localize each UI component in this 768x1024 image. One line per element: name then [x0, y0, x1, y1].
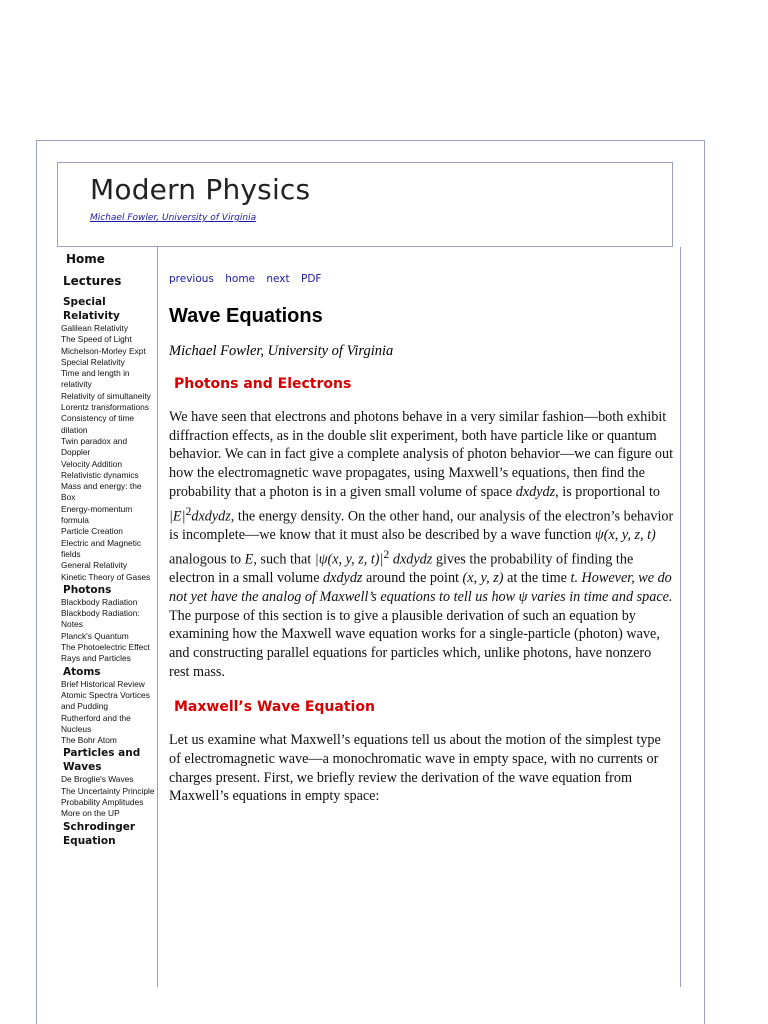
- math-exponent: 2: [185, 503, 192, 518]
- sidebar-lecture-link[interactable]: Planck's Quantum: [61, 630, 129, 641]
- text: , the energy density. On the other hand, our analysis of the electron’s behavior is incomplete—we know that it must also be described by a wave function: [169, 508, 674, 543]
- previous-link[interactable]: previous: [169, 273, 214, 285]
- sidebar-lecture-link[interactable]: General Relativity: [61, 560, 128, 571]
- math-t: t: [570, 570, 575, 587]
- sidebar-lecture-link[interactable]: Electric and Magnetic fields: [61, 537, 142, 559]
- math-dxdydz: dxdydz: [191, 508, 231, 525]
- site-title: Modern Physics: [90, 173, 311, 206]
- sidebar-lecture-link[interactable]: Lorentz transformations: [61, 402, 149, 413]
- sidebar-lecture-link[interactable]: Relativity of simultaneity: [61, 390, 151, 401]
- math-dxdydz: dxdydz: [515, 483, 556, 500]
- sidebar-lecture-link[interactable]: Velocity Addition: [61, 458, 122, 469]
- paragraph-maxwell: Let us examine what Maxwell’s equations tell us about the motion of the simplest type of electromagnetic wave—a monochromatic wave in empty space, with no currents or charges present. First, we briefly review the derivation of the wave equation from Maxwell’s equations in empty space:: [169, 732, 661, 805]
- author-link[interactable]: Michael Fowler, University of Virginia: [90, 213, 257, 223]
- sidebar-lecture-link[interactable]: Special Relativity: [61, 356, 125, 367]
- sidebar-lecture-link[interactable]: Relativistic dynamics: [61, 469, 139, 480]
- math-psi-abs: |ψ(x, y, z, t)|: [314, 551, 384, 568]
- page-title: Wave Equations: [169, 305, 323, 327]
- text: gives the probability of finding the electron in a small volume: [169, 551, 634, 587]
- text: around the point: [366, 570, 459, 587]
- math-e: E: [244, 551, 254, 568]
- sidebar-lecture-link[interactable]: Rutherford and the Nucleus: [61, 712, 131, 734]
- byline: Michael Fowler, University of Virginia: [169, 343, 394, 359]
- sidebar-lecture-link[interactable]: De Broglie's Waves: [61, 774, 134, 785]
- sidebar-lecture-link[interactable]: Twin paradox and Doppler: [61, 435, 128, 458]
- text: analogous to: [169, 551, 242, 568]
- sidebar-section-heading: Atoms: [63, 665, 101, 678]
- sidebar-section-heading: Particles and Waves: [63, 747, 141, 774]
- math-exponent: 2: [383, 546, 390, 561]
- text: The purpose of this section is to give a plausible derivation of such an equation by examining how the Maxwell wave equation works for a single-particle (photon) wave, and constructing parallel equations for particles which, unlike photons, have nonzero rest mass.: [169, 607, 660, 680]
- main-content: [169, 270, 674, 806]
- sidebar-lecture-link[interactable]: Atomic Spectra Vortices and Pudding: [61, 689, 150, 712]
- sidebar-lecture-link[interactable]: Blackbody Radiation: [61, 596, 138, 607]
- sidebar-lecture-link[interactable]: The Uncertainty Principle: [61, 785, 155, 796]
- math-dxdydz: dxdydz: [323, 570, 363, 587]
- section-heading-photons: Photons and Electrons: [174, 376, 352, 392]
- home-link[interactable]: home: [225, 273, 256, 285]
- sidebar-lecture-link[interactable]: More on the UP: [61, 808, 120, 819]
- math-xyz: (x, y, z): [462, 570, 504, 587]
- sidebar-lecture-link[interactable]: Probability Amplitudes: [61, 796, 144, 807]
- sidebar-lecture-link[interactable]: The Photoelectric Effect: [61, 642, 150, 653]
- sidebar-section-heading: Special Relativity: [63, 296, 120, 322]
- sidebar-lecture-link[interactable]: Consistency of time dilation: [61, 413, 135, 435]
- content-border: [680, 247, 681, 987]
- sidebar-lecture-link[interactable]: Mass and energy: the Box: [61, 481, 142, 503]
- section-heading-maxwell: Maxwell’s Wave Equation: [174, 699, 375, 716]
- sidebar-lecture-link[interactable]: The Speed of Light: [61, 334, 132, 345]
- sidebar-section-heading: Photons: [63, 583, 112, 596]
- next-link[interactable]: next: [266, 273, 290, 285]
- sidebar-lecture-link[interactable]: Michelson-Morley Expt: [61, 345, 146, 356]
- math-dxdydz: dxdydz: [392, 551, 433, 568]
- italic-text: . However, we do not yet have the analog of Maxwell’s equations to tell us how ψ varies in time and space.: [169, 570, 673, 605]
- sidebar-lecture-link[interactable]: The Bohr Atom: [61, 735, 117, 746]
- sidebar-lecture-link[interactable]: Time and length in relativity: [61, 368, 130, 390]
- math-e-field: |E|: [169, 508, 186, 525]
- paragraph-photons-electrons: [169, 408, 674, 681]
- sidebar-lectures-link[interactable]: Lectures: [63, 274, 122, 288]
- math-psi: ψ(x, y, z, t): [594, 526, 656, 543]
- sidebar-lecture-link[interactable]: Galilean Relativity: [61, 323, 129, 333]
- sidebar: [57, 247, 158, 987]
- sidebar-lecture-link[interactable]: Particle Creation: [61, 526, 123, 537]
- sidebar-lecture-link[interactable]: Brief Historical Review: [61, 678, 145, 689]
- pdf-link[interactable]: PDF: [300, 273, 322, 285]
- text: , such that: [253, 551, 312, 568]
- sidebar-lecture-list: [61, 295, 155, 848]
- text: , is proportional to: [555, 483, 660, 500]
- sidebar-lecture-link[interactable]: Kinetic Theory of Gases: [61, 571, 151, 582]
- text: at the time: [507, 570, 567, 587]
- sidebar-lecture-link[interactable]: Blackbody Radiation: Notes: [61, 608, 140, 630]
- sidebar-lecture-link[interactable]: Rays and Particles: [61, 653, 131, 664]
- sidebar-home-link[interactable]: Home: [66, 252, 105, 266]
- page-nav: [169, 273, 674, 285]
- text: We have seen that electrons and photons behave in a very similar fashion—both exhibit diffraction effects, as in the double slit experiment, both have particle like or quantum behavior. We can in fact give a complete analysis of photon behavior—we can figure out how the electromagnetic wave propagates, using Maxwell’s equations, then find the probability that a photon is in a given small volume of space: [169, 409, 674, 500]
- site-header: [57, 162, 673, 247]
- sidebar-lecture-link[interactable]: Energy-momentum formula: [61, 503, 133, 526]
- sidebar-section-heading: Schrodinger Equation: [63, 820, 136, 847]
